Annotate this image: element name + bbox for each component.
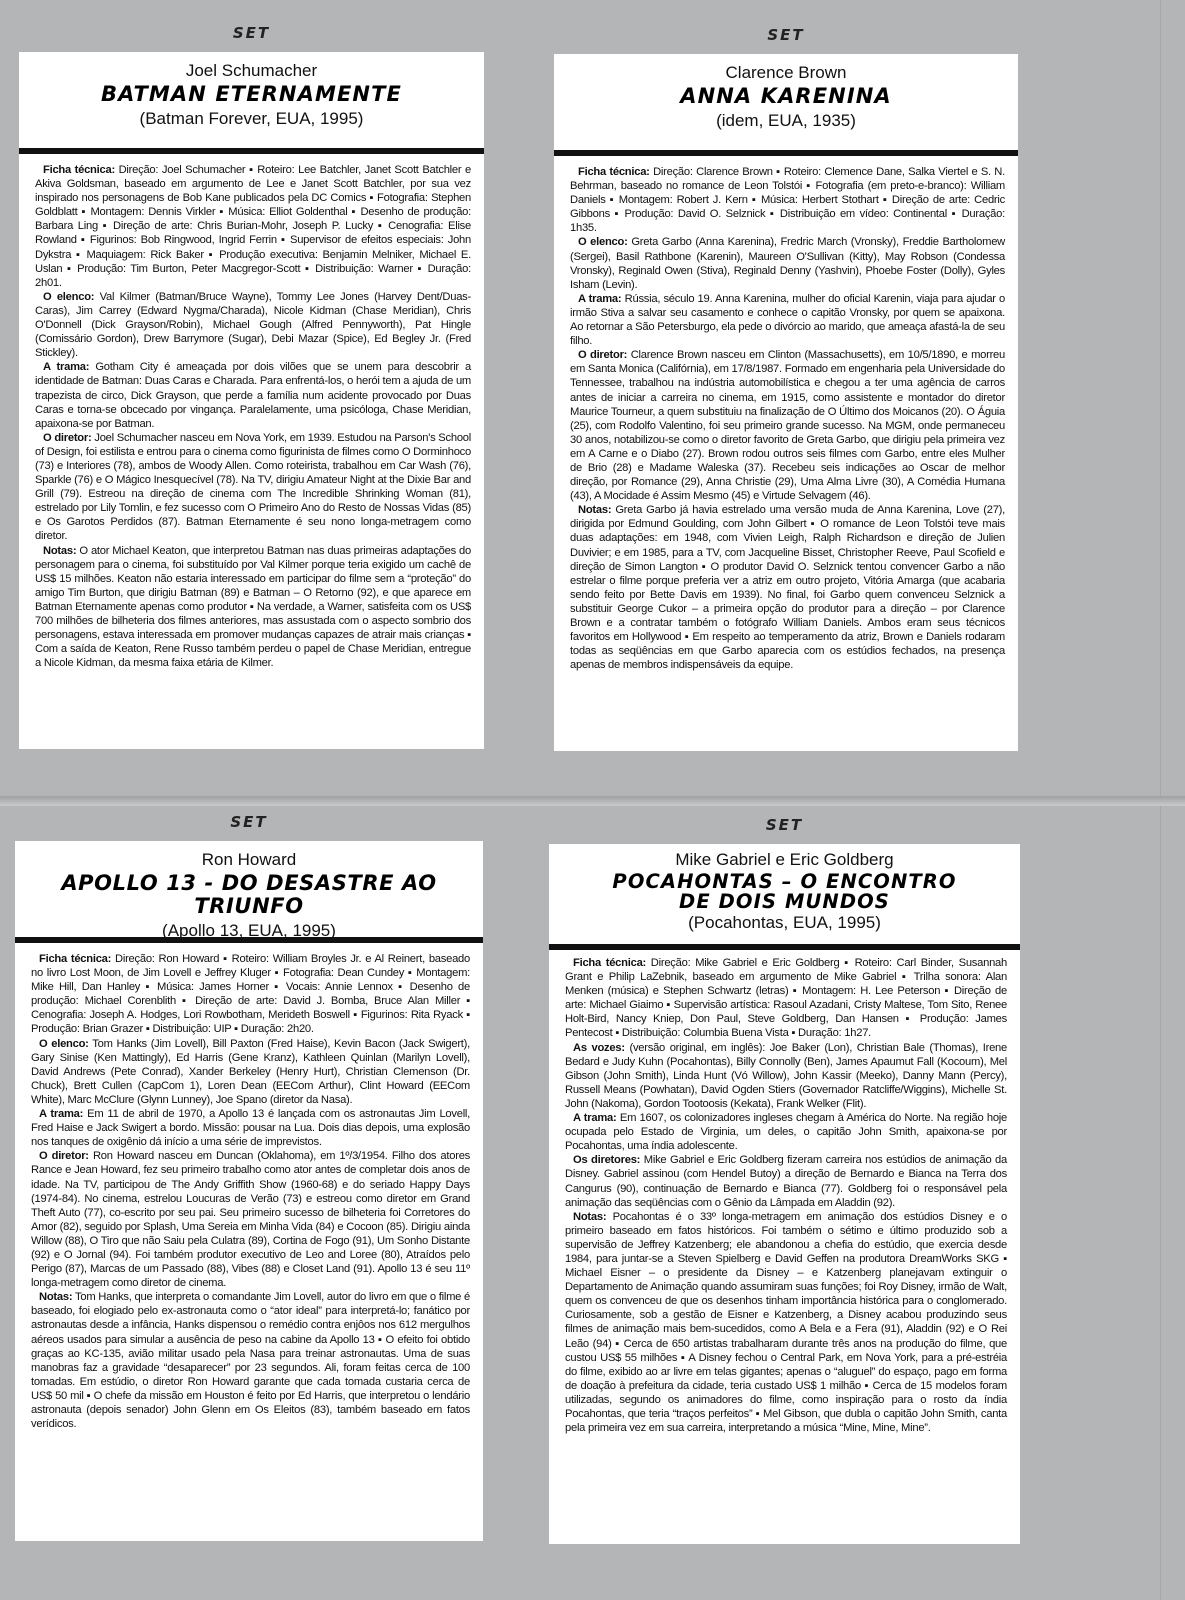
- section-vozes: [565, 1041, 1007, 1111]
- card-header: [554, 54, 1018, 156]
- section-label: A trama:: [573, 1112, 617, 1125]
- card-header: [15, 841, 483, 943]
- section-label: Ficha técnica:: [39, 953, 112, 965]
- original-title: (Batman Forever, EUA, 1995): [139, 109, 364, 128]
- director-name: Ron Howard: [201, 850, 297, 869]
- section-trama: [570, 292, 1005, 348]
- section-notas: [565, 1210, 1007, 1436]
- film-card-pocahontas: [549, 816, 1020, 1544]
- section-text: Val Kilmer (Batman/Bruce Wayne), Tommy Lee Jones (Harvey Dent/Duas-Caras), Jim Carrey (Edward Nygma/Charada), Nicole Kidman (Chase Meridian), Chris O'Donnell (Dick Grayson/Robin), Michael Gough (Alfred Pennyworth), Pat Hingle (Comissário Gordon), Drew Barrymore (Sugar), Debi Mazar (Spice), Ed Begley Jr. (Fred Stickley).: [35, 290, 471, 360]
- section-label: Ficha técnica:: [43, 164, 115, 176]
- original-title: (Apollo 13, EUA, 1995): [162, 921, 336, 940]
- section-text: Em 1607, os colonizadores ingleses chegam à América do Norte. Na região hoje ocupada pelo Estado de Virginia, um deles, o capitão John Smith, apaixona-se por Pocahontas, uma índia adolescente.: [565, 1112, 1008, 1153]
- section-ficha: [570, 165, 1005, 235]
- section-label: O elenco:: [43, 290, 95, 303]
- section-label: Ficha técnica:: [578, 166, 650, 178]
- section-notas: [570, 503, 1005, 672]
- section-label: A trama:: [43, 361, 90, 374]
- section-text: O ator Michael Keaton, que interpretou Batman nas duas primeiras adaptações do personagem para o cinema, foi substituído por Val Kilmer porque teria exigido um cachê de US$ 15 milhões. Keaton não estaria interessado em participar do filme sem a “proteção” do amigo Tim Burton, que dirigiu Batman (89) e Batman – O Retorno (92), e que aparece em Batman Eternamente apenas como produtor ▪ Na verdade, a Warner, satisfeita com os US$ 700 milhões de bilheteria dos filmes anteriores, mas assustada com o aspecto sombrio dos personagens, estava interessada em promover mudanças capazes de atrair mais crianças ▪ Com a saída de Keaton, Rene Russo também perdeu o papel de Chase Meridian, entregue a Nicole Kidman, da mesma faixa etária de Kilmer.: [35, 544, 471, 670]
- section-text: Em 11 de abril de 1970, a Apollo 13 é lançada com os astronautas Jim Lovell, Fred Haise e Jack Swigert a bordo. Missão: pousar na Lua. Dois dias depois, uma explosão nos tanques de oxigênio dá início a uma série de imprevistos.: [31, 1108, 471, 1149]
- original-title: (idem, EUA, 1935): [716, 111, 856, 130]
- section-text: Joel Schumacher nasceu em Nova York, em 1939. Estudou na Parson's School of Design, foi estilista e entrou para o cinema como figurinista de filmes como O Dorminhoco (73) e Interiores (78), ambos de Woody Allen. Como roteirista, trabalhou em Car Wash (76), Sparkle (76) e O Mágico Inesquecível (78). Na TV, dirigiu Amateur Night at the Dixie Bar and Grill (79). Estreou na direção de cinema com The Incredible Shrinking Woman (81), estrelado por Lily Tomlin, e fez sucesso com O Primeiro Ano do Resto de Nossas Vidas (85) e Os Garotos Perdidos (87). Batman Eternamente é seu nono longa-metragem como diretor.: [35, 431, 472, 543]
- section-label: A trama:: [578, 292, 622, 305]
- section-text: Ron Howard nasceu em Duncan (Oklahoma), em 1º/3/1954. Filho dos atores Rance e Jean Howard, fez seu primeiro trabalho como ator antes de completar dois anos de idade. Na TV, participou de The Andy Griffith Show (1960-68) e do seriado Happy Days (1974-84). No cinema, estrelou Loucuras de Verão (73) e estreou como diretor em Grand Theft Auto (77), co-escrito por seu pai. Seu primeiro sucesso de bilheteria foi Corretores do Amor (82), seguido por Splash, Uma Sereia em Minha Vida (84) e Cocoon (85). Dirigiu ainda Willow (88), O Tiro que não Saiu pela Culatra (89), Cortina de Fogo (91), Um Sonho Distante (92) e O Jornal (94). Foi também produtor executivo de Leo and Loree (80), Atraídos pelo Perigo (87), Marcas de um Passado (88), Vibes (88) e Closet Land (91). Apollo 13 é seu 11º longa-metragem como diretor de cinema.: [31, 1150, 471, 1290]
- section-text: (versão original, em inglês): Joe Baker (Lon), Christian Bale (Thomas), Irene Bedard e Judy Kuhn (Pocahontas), Billy Connolly (Ben), James Apaumut Fall (Kocoum), Mel Gibson (John Smith), Linda Hunt (Vó Willow), John Kassir (Meeko), Danny Mann (Percy), Russell Means (Powhatan), David Ogden Stiers (Governador Ratcliffe/Wiggins), Michelle St. John (Nakoma), Gordon Tootoosis (Kekata), Frank Welker (Flit).: [565, 1041, 1007, 1110]
- section-text: Gotham City é ameaçada por dois vilões que se unem para descobrir a identidade de Batman: Duas Caras e Charada. Para enfrentá-los, o herói tem a ajuda de um trapezista de circo, Dick Grayson, que perde a família num acidente provocado por Duas Caras e torna-se obcecado por vingança. Paralelamente, uma psicóloga, Chase Meridian, apaixona-se por Batman.: [35, 361, 471, 430]
- card-body: [549, 950, 1020, 1441]
- card-body: [554, 156, 1018, 678]
- section-text: Tom Hanks (Jim Lovell), Bill Paxton (Fred Haise), Kevin Bacon (Jack Swigert), Gary Sinise (Ken Mattingly), Ed Harris (Gene Kranz), Kathleen Quinlan (Marilyn Lovell), David Andrews (Pete Conrad), Xander Berkeley (Henry Hurt), Christian Clemenson (Dr. Chuck), Brett Cullen (CapCom 1), Loren Dean (EECom Arthur), Clint Howard (EECom White), Marc McClure (Glynn Lunney), Joe Spano (diretor da Nasa).: [31, 1037, 470, 1106]
- section-text: Direção: Mike Gabriel e Eric Goldberg ▪ Roteiro: Carl Binder, Susannah Grant e Philip LaZebnik, baseado em argumento de Mike Gabriel ▪ Trilha sonora: Alan Menken (música) e Stephen Schwartz (letras) ▪ Montagem: H. Lee Peterson ▪ Direção de arte: Michael Giaimo ▪ Supervisão artística: Rasoul Azadani, Cristy Maltese, Tom Sito, Renee Holt-Bird, Nancy Kniep, Don Paul, Steve Goldberg, Dan Hansen ▪ Produção: James Pentecost ▪ Distribuição: Columbia Buena Vista ▪ Duração: 1h27.: [565, 957, 1008, 1040]
- section-label: O diretor:: [39, 1150, 89, 1163]
- card-header: [19, 52, 484, 154]
- film-title: APOLLO 13 - DO DESASTRE AO TRIUNFO: [61, 871, 437, 918]
- section-diretores: [565, 1153, 1007, 1209]
- film-card-anna-karenina: [554, 26, 1018, 751]
- section-label: O diretor:: [578, 349, 628, 362]
- film-title: BATMAN ETERNAMENTE: [101, 82, 402, 106]
- section-notas: [31, 1290, 470, 1431]
- section-elenco: [35, 290, 471, 360]
- card-body: [15, 943, 483, 1437]
- original-title: (Pocahontas, EUA, 1995): [688, 913, 881, 932]
- film-title-line-1: POCAHONTAS – O ENCONTRO: [612, 870, 957, 893]
- section-text: Direção: Clarence Brown ▪ Roteiro: Clemence Dane, Salka Viertel e S. N. Behrman, baseado no romance de Leon Tolstói ▪ Fotografia (em preto-e-branco): William Daniels ▪ Montagem: Robert J. Kern ▪ Música: Herbert Stothart ▪ Direção de arte: Cedric Gibbons ▪ Produção: David O. Selznick ▪ Distribuição em vídeo: Continental ▪ Duração: 1h35.: [570, 166, 1005, 235]
- section-notas: [35, 544, 471, 671]
- section-trama: [31, 1107, 470, 1149]
- set-logo: SET: [230, 813, 268, 831]
- section-label: Ficha técnica:: [573, 957, 647, 969]
- section-text: Rússia, século 19. Anna Karenina, mulher do oficial Karenin, viaja para ajudar o irmão Stiva a salvar seu casamento e conhece o capitão Vronsky, por quem se apaixona. Ao retornar a São Petersburgo, ela pede o divórcio ao marido, que ameaça afastá-la de seu filho.: [570, 292, 1006, 348]
- section-elenco: [31, 1037, 470, 1107]
- film-title-line-2: DE DOIS MUNDOS: [679, 890, 890, 913]
- section-ficha: [35, 163, 471, 290]
- director-name: Joel Schumacher: [185, 61, 318, 80]
- card-header: [549, 844, 1020, 950]
- film-card-apollo-13: [15, 813, 483, 1541]
- page-fold: [0, 796, 1185, 806]
- section-text: Tom Hanks, que interpreta o comandante Jim Lovell, autor do livro em que o filme é baseado, foi elogiado pelo ex-astronauta como o “ator ideal” para interpretá-lo; fanático por astronautas desde a infância, Hanks dispensou o remédio contra enjôos nos 612 mergulhos aéreos usados para simular a ausência de peso na cabine da Apollo 13 ▪ O efeito foi obtido graças ao KC-135, avião militar usado pela Nasa para treinar astronautas. Uma de suas manobras faz a gravidade “desaparecer” por 23 segundos. Ali, foram feitas cerca de 100 tomadas. Em estúdio, o diretor Ron Howard garante que cada tomada custaria cerca de US$ 50 mil ▪ O chefe da missão em Houston é feito por Ed Harris, que interpretou o lendário astronauta (depois senador) John Glenn em Os Eleitos (83), também baseado em fatos verídicos.: [31, 1291, 470, 1431]
- section-label: Notas:: [39, 1291, 73, 1304]
- section-ficha: [31, 952, 470, 1037]
- section-diretor: [570, 348, 1005, 503]
- section-trama: [565, 1111, 1007, 1153]
- section-ficha: [565, 956, 1007, 1041]
- section-label: O elenco:: [578, 236, 628, 249]
- film-card-batman: [19, 24, 484, 749]
- section-label: Os diretores:: [573, 1154, 641, 1167]
- section-label: Notas:: [43, 544, 77, 557]
- section-text: Pocahontas é o 33º longa-metragem em animação dos estúdios Disney e o primeiro baseado em fatos históricos. Foi também o sétimo e último produzido sob a supervisão de Jeffrey Katzenberg; ele abandonou a chefia do estúdio, que exercia desde 1984, para juntar-se a Steven Spielberg e David Geffen na produtora DreamWorks SKG ▪ Michael Eisner – o presidente da Disney – e Katzenberg planejavam extinguir o Departamento de Animação quando assumiram suas funções; foi Roy Disney, irmão de Walt, quem os convenceu de que os desenhos tinham importância histórica para o conglomerado. Curiosamente, sob a gestão de Eisner e Katzenberg, a Disney acabou produzindo seus filmes de animação mais bem-sucedidos, como A Bela e a Fera (91), Aladdin (92) e O Rei Leão (94) ▪ Cerca de 650 artistas trabalharam durante três anos na produção do filme, que custou US$ 55 milhões ▪ A Disney fechou o Central Park, em Nova York, para a pré-estréia do filme, exibido ao ar livre em telas gigantes; apenas o “aluguel” do espaço, pago em forma de doação à prefeitura da cidade, teria custado US$ 1 milhão ▪ Cerca de 15 modelos foram utilizadas, segundo os animadores do filme, como inspiração para o rosto da índia Pocahontas, que teria “traços perfeitos” ▪ Mel Gibson, que dubla o capitão John Smith, canta pela primeira vez em sua carreira, interpretando a música “Mine, Mine, Mine”.: [565, 1210, 1008, 1435]
- section-diretor: [35, 431, 471, 544]
- section-label: As vozes:: [573, 1041, 625, 1054]
- section-text: Clarence Brown nasceu em Clinton (Massachusetts), em 10/5/1890, e morreu em Santa Monica (Califórnia), em 17/8/1987. Formado em engenharia pela Universidade do Tennessee, trabalhou na indústria automobilística e chegou a ter uma agência de carros antes de iniciar a carreira no cinema, em 1915, como assistente e montador do diretor Maurice Tourneur, a quem substituiu na finalização de O Último dos Moicanos (20). O Águia (25), com Rodolfo Valentino, foi seu primeiro grande sucesso. Na MGM, onde permaneceu 30 anos, notabilizou-se como o diretor favorito de Greta Garbo, que dirigiu pela primeira vez em A Carne e o Diabo (27). Brown rodou outros seis filmes com Garbo, entre eles Mulher de Brio (28) e Madame Waleska (37). Recebeu seis indicações ao Oscar de melhor direção, por Romance (29), Anna Christie (29), Uma Alma Livre (30), A Comédia Humana (43), A Mocidade é Assim Mesmo (45) e Virtude Selvagem (46).: [570, 349, 1006, 503]
- section-label: O elenco:: [39, 1037, 89, 1050]
- section-label: Notas:: [573, 1210, 607, 1223]
- section-text: Direção: Ron Howard ▪ Roteiro: William Broyles Jr. e Al Reinert, baseado no livro Lost Moon, de Jim Lovell e Jeffrey Kluger ▪ Fotografia: Dean Cundey ▪ Montagem: Mike Hill, Dan Hanley ▪ Música: James Horner ▪ Vocais: Annie Lennox ▪ Desenho de produção: Michael Corenblith ▪ Direção de arte: David J. Bomba, Bruce Alan Miller ▪ Cenografia: Joseph A. Hodges, Lori Rowbotham, Merideth Boswell ▪ Figurinos: Rita Ryack ▪ Produção: Brian Grazer ▪ Distribuição: UIP ▪ Duração: 2h20.: [31, 953, 471, 1036]
- section-text: Greta Garbo já havia estrelado uma versão muda de Anna Karenina, Love (27), dirigida por Edmund Goulding, com John Gilbert ▪ O romance de Leon Tolstói teve mais duas adaptações: em 1948, com Vivien Leigh, Ralph Richardson e direção de Julien Duvivier; e em 1985, para a TV, com Jacqueline Bisset, Christopher Reeve, Paul Scofield e direção de Simon Langton ▪ O produtor David O. Selznick tentou convencer Garbo a não estrelar o filme porque preferia ver a atriz em outro projeto, Vitória Amarga (que acabaria sendo feito por Bette Davis em 1939). No final, foi Garbo quem convenceu Selznick a substituir George Cukor – a primeira opção do produtor para a direção – por Clarence Brown e a contratar também o fotógrafo William Daniels. Ambos eram seus técnicos favoritos em Hollywood ▪ Em respeito ao temperamento da atriz, Brown e Daniels rodaram todas as seqüências em que Garbo aparecia com os estúdios fechados, na presença apenas de membros indispensáveis da equipe.: [570, 504, 1005, 672]
- director-name: Mike Gabriel e Eric Goldberg: [675, 850, 894, 869]
- section-text: Mike Gabriel e Eric Goldberg fizeram carreira nos estúdios de animação da Disney. Gabriel assinou (com Hendel Butoy) a direção de Bernardo e Bianca na Terra dos Cangurus (90), continuação de Bernardo e Bianca (77). Goldberg foi o responsável pela animação das seqüências com o Gênio da Lâmpada em Aladdin (92).: [565, 1154, 1008, 1209]
- section-diretor: [31, 1149, 470, 1290]
- set-logo: SET: [765, 816, 804, 834]
- set-logo: SET: [767, 26, 805, 44]
- card-body: [19, 154, 484, 676]
- section-label: A trama:: [39, 1108, 84, 1121]
- section-text: Greta Garbo (Anna Karenina), Fredric March (Vronsky), Freddie Bartholomew (Sergei), Basil Rathbone (Karenin), Maureen O'Sullivan (Kitty), May Robson (Condessa Vronsky), Reginald Owen (Stiva), Reginald Denny (Yashvin), Phoebe Foster (Dolly), Gyles Isham (Levin).: [570, 236, 1006, 291]
- section-elenco: [570, 235, 1005, 291]
- section-label: O diretor:: [43, 431, 92, 444]
- director-name: Clarence Brown: [725, 63, 847, 82]
- section-label: Notas:: [578, 504, 612, 517]
- section-trama: [35, 360, 471, 430]
- section-text: Direção: Joel Schumacher ▪ Roteiro: Lee Batchler, Janet Scott Batchler e Akiva Goldsman, baseado em argumento de Lee e Janet Scott Batchler, por sua vez inspirado nos personagens de Bob Kane publicados pela DC Comics ▪ Fotografia: Stephen Goldblatt ▪ Montagem: Dennis Virkler ▪ Música: Elliot Goldenthal ▪ Desenho de produção: Barbara Ling ▪ Direção de arte: Chris Burian-Mohr, Joseph P. Lucky ▪ Cenografia: Elise Rowland ▪ Figurinos: Bob Ringwood, Ingrid Ferrin ▪ Supervisor de efeitos especiais: John Dykstra ▪ Maquiagem: Rick Baker ▪ Produção executiva: Benjamin Melniker, Michael E. Uslan ▪ Produção: Tim Burton, Peter Macgregor-Scott ▪ Distribuição: Warner ▪ Duração: 2h01.: [35, 164, 472, 289]
- set-logo: SET: [232, 24, 271, 42]
- film-title: ANNA KARENINA: [680, 84, 892, 108]
